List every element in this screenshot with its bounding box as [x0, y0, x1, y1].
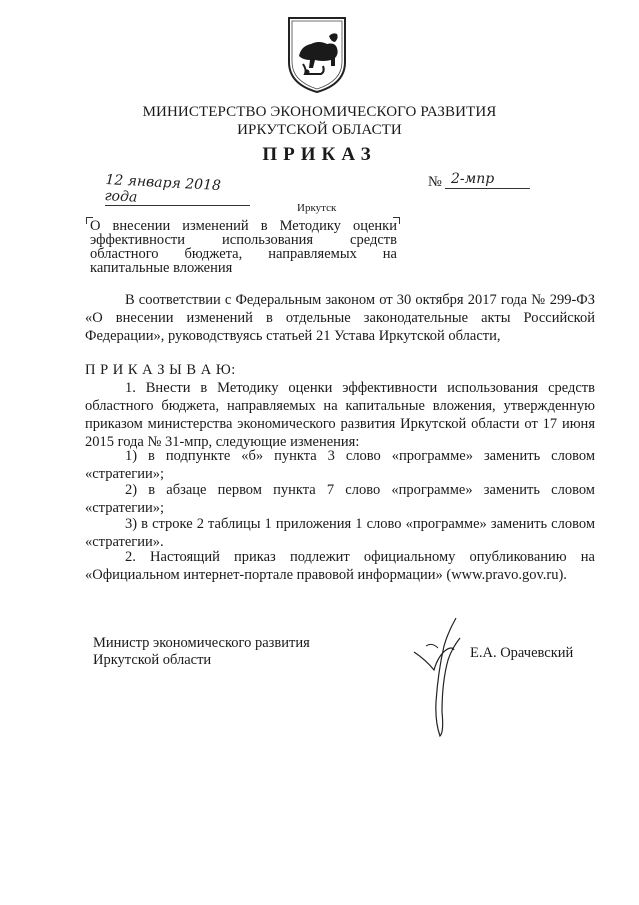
subitem-2-paragraph: 2) в абзаце первом пункта 7 слово «программе» заменить словом «стратегии»;: [85, 482, 595, 516]
signatory-position-line2: Иркутской области: [93, 652, 212, 668]
number-underline: [445, 188, 530, 189]
handwritten-signature: [408, 612, 470, 742]
signatory-position-line1: Министр экономического развития: [93, 635, 310, 651]
city: Иркутск: [297, 202, 337, 214]
order-word: П Р И К А З Ы В А Ю:: [85, 362, 236, 378]
number-label: №: [428, 174, 442, 190]
date-handwritten: 12 января 2018 года: [104, 172, 222, 206]
document-title: ПРИКАЗ: [262, 144, 377, 165]
signatory-name: Е.А. Орачевский: [470, 645, 574, 661]
ministry-name-line2: ИРКУТСКОЙ ОБЛАСТИ: [237, 122, 402, 138]
order-number: [445, 171, 530, 189]
subitem-3-paragraph: 3) в строке 2 таблицы 1 приложения 1 слово «программе» заменить словом «стратегии».: [85, 516, 595, 550]
subitem-1-paragraph: 1) в подпункте «б» пункта 3 слово «программе» заменить словом «стратегии»;: [85, 448, 595, 482]
item-2-paragraph: 2. Настоящий приказ подлежит официальному опубликованию на «Официальном интернет-портале правовой информации» (www.pravo.gov.ru).: [85, 549, 595, 583]
order-subject: О внесении изменений в Методику оценки эффективности использования средств областного бюджета, направляемых на капитальные вложения: [90, 218, 397, 276]
item-1-paragraph: 1. Внести в Методику оценки эффективности использования средств областного бюджета, направляемых на капитальные вложения, утвержденную приказом министерства экономического развития Иркутской области от 17 июня 2015 года № 31-мпр, следующие изменения:: [85, 380, 595, 450]
preamble-paragraph: В соответствии с Федеральным законом от 30 октября 2017 года № 299-ФЗ «О внесении изменений в отдельные законодательные акты Российской Федерации», руководствуясь статьей 21 Устава Иркутской области,: [85, 292, 595, 344]
coat-of-arms-icon: [285, 14, 349, 94]
ministry-name-line1: МИНИСТЕРСТВО ЭКОНОМИЧЕСКОГО РАЗВИТИЯ: [142, 104, 497, 120]
order-date: [105, 172, 255, 206]
number-handwritten: 2-мпр: [451, 171, 495, 187]
